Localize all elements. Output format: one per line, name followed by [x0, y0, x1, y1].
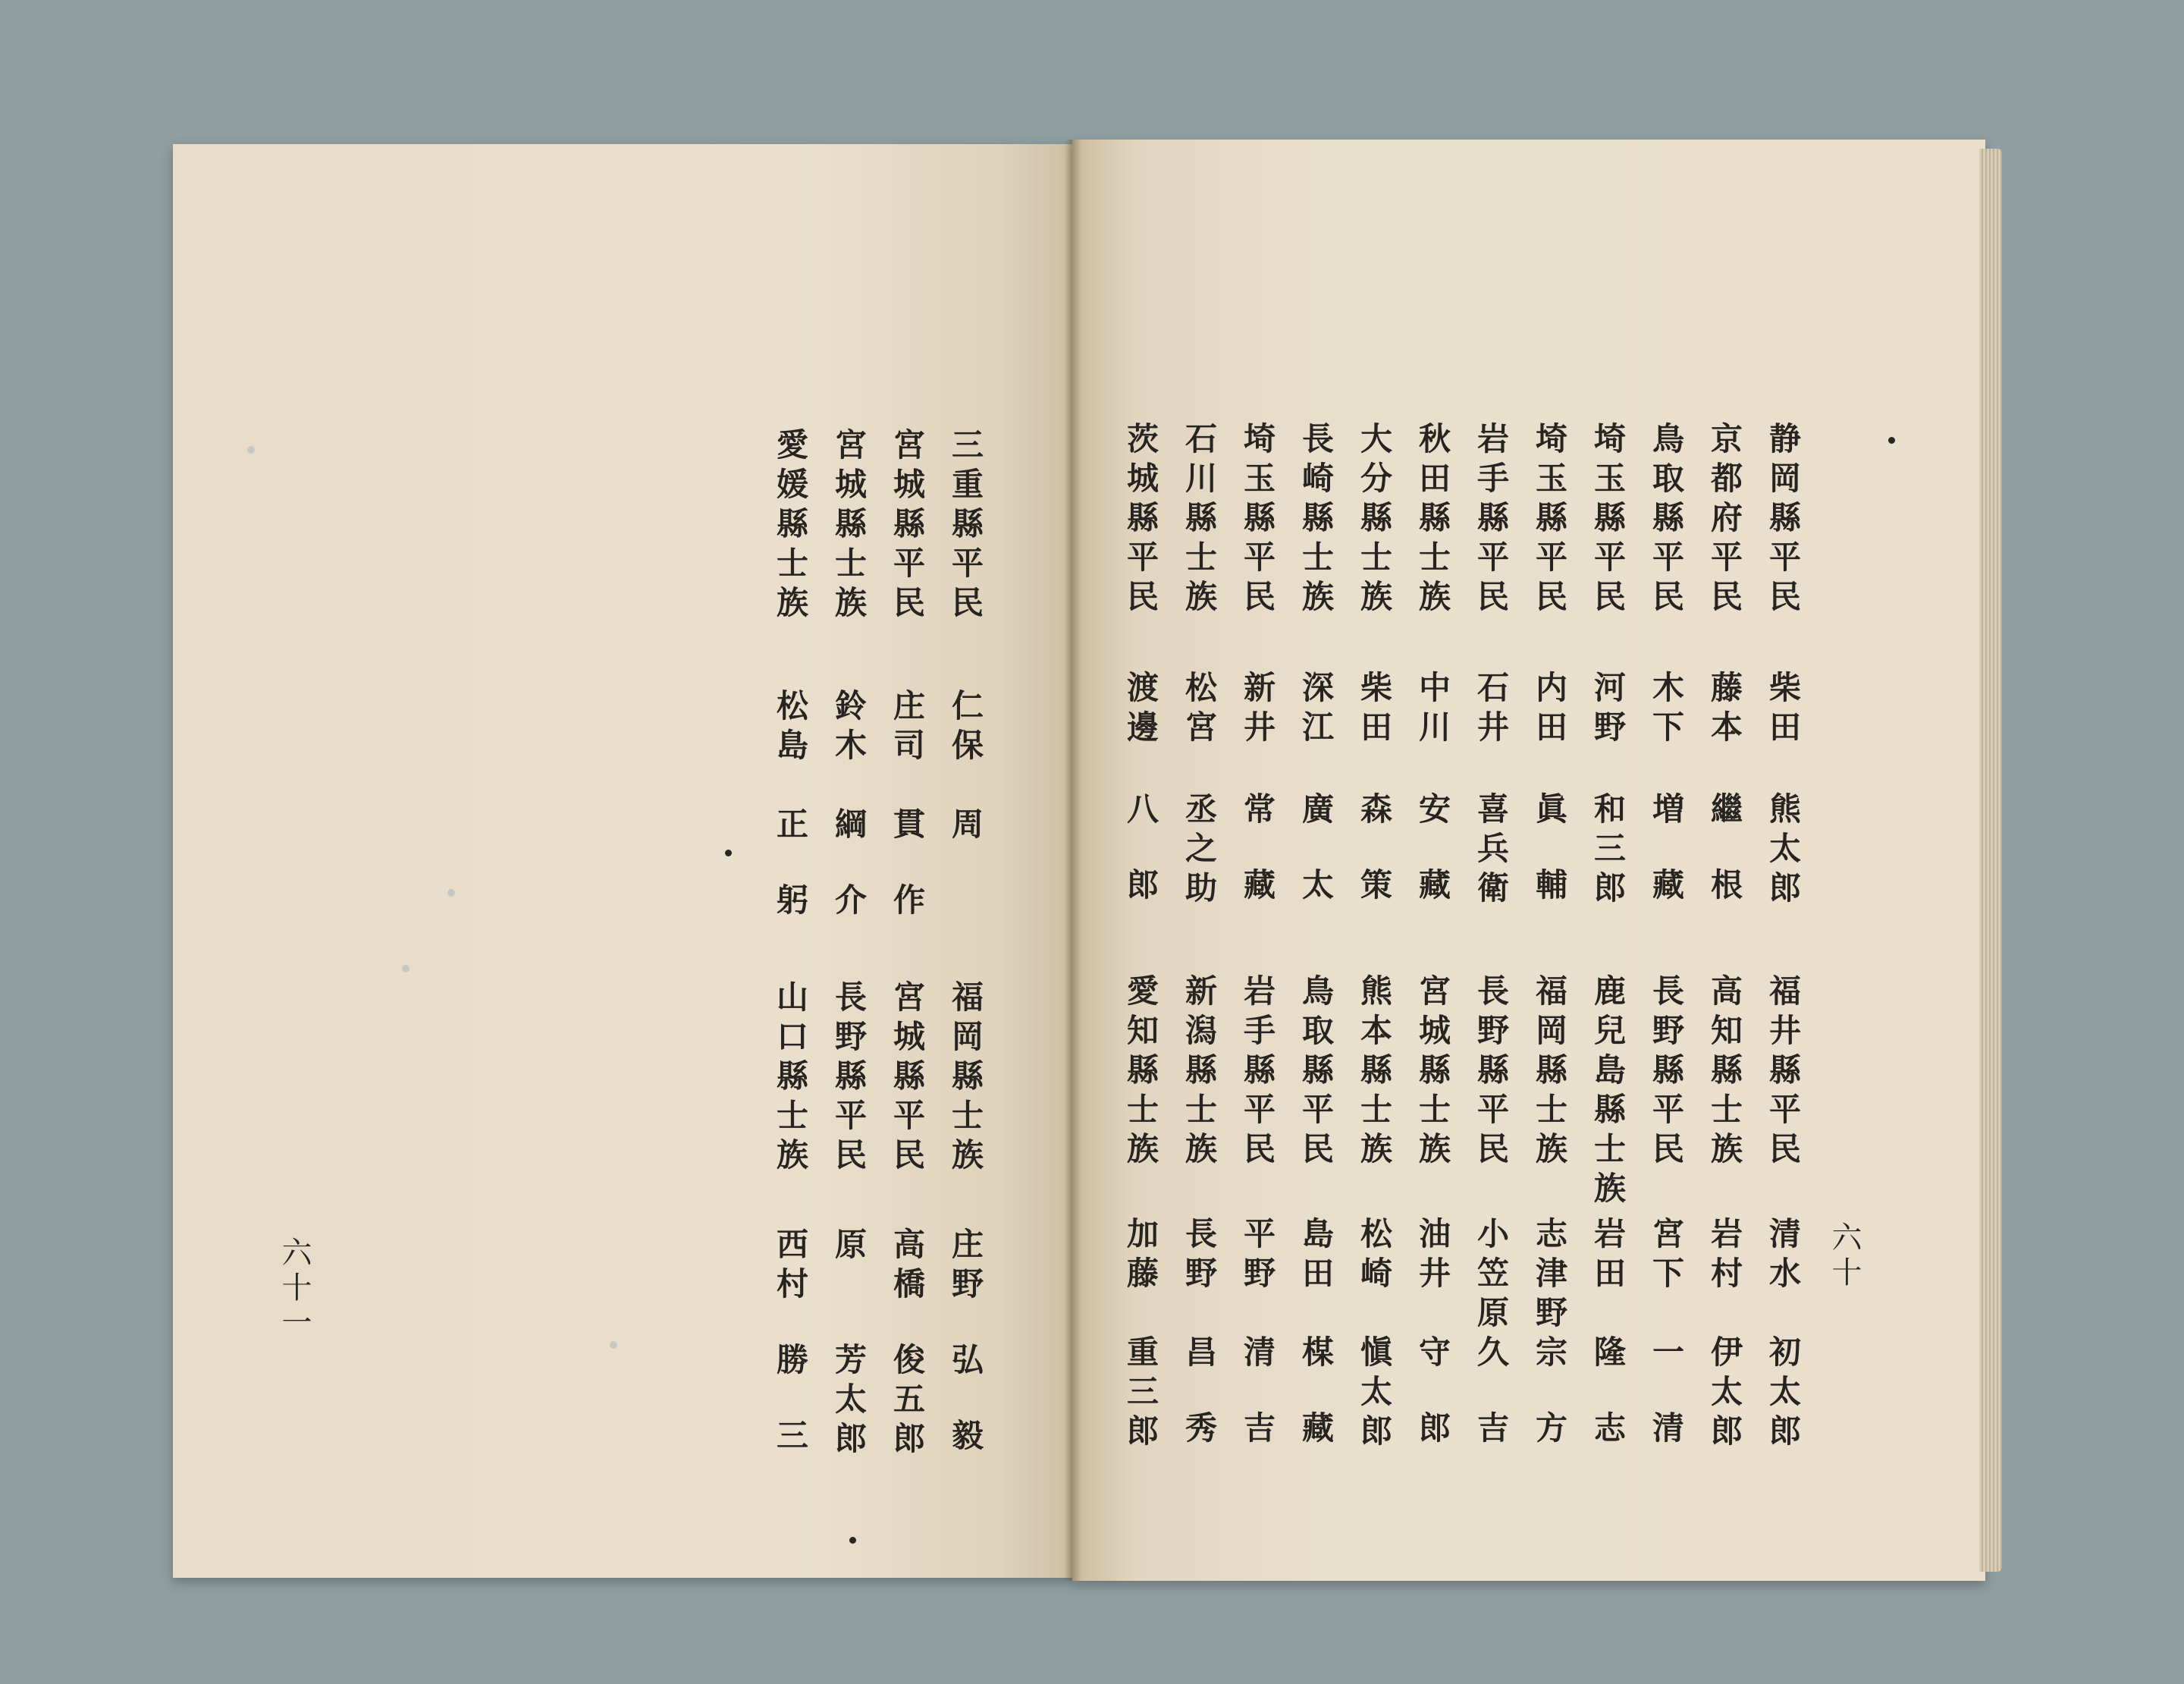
entry-surname: 平野 [1239, 1217, 1276, 1296]
entry-place: 京都府平民 [1706, 422, 1743, 619]
entry-surname: 原 [830, 1227, 868, 1267]
entry-surname: 高橋 [889, 1227, 926, 1306]
entry-given-name: 八郎 [1122, 792, 1159, 944]
entry-given-name: 宗方 [1531, 1335, 1568, 1487]
entry-given-name: 和三郎 [1589, 792, 1627, 910]
left-page-number: 六十一 [277, 1236, 312, 1341]
entry-given-name: 清吉 [1239, 1335, 1276, 1487]
entry-given-name: 森策 [1356, 792, 1393, 944]
entry-surname: 島田 [1298, 1217, 1335, 1296]
entry-surname: 松島 [772, 689, 809, 768]
entry-given-name: 楳藏 [1298, 1335, 1335, 1487]
entry-place: 三重縣平民 [947, 428, 984, 625]
entry-given-name: 繼根 [1706, 792, 1743, 944]
entry-place: 福岡縣士族 [1531, 974, 1568, 1171]
entry-place: 高知縣士族 [1706, 974, 1743, 1171]
entry-surname: 西村 [772, 1227, 809, 1306]
entry-given-name: 隆志 [1589, 1335, 1627, 1487]
entry-surname: 長野 [1181, 1217, 1218, 1296]
entry-given-name: 丞之助 [1181, 792, 1218, 910]
ink-speck [1888, 437, 1895, 444]
entry-given-name: 芳太郎 [830, 1343, 868, 1461]
entry-surname: 加藤 [1122, 1217, 1159, 1296]
entry-surname: 中川 [1414, 671, 1451, 749]
entry-place: 石川縣士族 [1181, 422, 1218, 619]
entry-place: 岩手縣平民 [1473, 422, 1510, 619]
entry-surname: 木下 [1648, 671, 1685, 749]
entry-place: 鳥取縣平民 [1648, 422, 1685, 619]
entry-surname: 新井 [1239, 671, 1276, 749]
entry-given-name: 正躬 [772, 807, 809, 959]
entry-place: 埼玉縣平民 [1239, 422, 1276, 619]
entry-surname: 松崎 [1356, 1217, 1393, 1296]
entry-given-name: 初太郎 [1765, 1335, 1802, 1453]
entry-place: 埼玉縣平民 [1531, 422, 1568, 619]
entry-given-name: 喜兵衛 [1473, 792, 1510, 910]
entry-given-name: 俊五郎 [889, 1343, 926, 1461]
entry-place: 埼玉縣平民 [1589, 422, 1627, 619]
entry-surname: 深江 [1298, 671, 1335, 749]
entry-surname: 松宮 [1181, 671, 1218, 749]
entry-surname: 小笠原 [1473, 1217, 1510, 1335]
entry-given-name: 伊太郎 [1706, 1335, 1743, 1453]
entry-place: 宮城縣士族 [1414, 974, 1451, 1171]
entry-place: 秋田縣士族 [1414, 422, 1451, 619]
page-edges [1979, 149, 2002, 1572]
entry-surname: 柴田 [1356, 671, 1393, 749]
entry-place: 鹿兒島縣士族 [1589, 974, 1627, 1211]
entry-surname: 藤本 [1706, 671, 1743, 749]
paper-hole [247, 446, 255, 454]
entry-given-name: 勝三 [772, 1343, 809, 1494]
entry-given-name: 眞輔 [1531, 792, 1568, 944]
entry-surname: 清水 [1765, 1217, 1802, 1296]
left-page [173, 144, 1072, 1578]
entry-surname: 庄野 [947, 1227, 984, 1306]
entry-surname: 油井 [1414, 1217, 1451, 1296]
ink-speck [725, 850, 732, 856]
entry-given-name: 昌秀 [1181, 1335, 1218, 1487]
entry-given-name: 一清 [1648, 1335, 1685, 1487]
entry-place: 宮城縣士族 [830, 428, 868, 625]
entry-place: 長野縣平民 [830, 980, 868, 1177]
entry-given-name: 弘毅 [947, 1343, 984, 1494]
entry-given-name: 熊太郎 [1765, 792, 1802, 910]
entry-surname: 河野 [1589, 671, 1627, 749]
right-page-number: 六十 [1827, 1221, 1862, 1291]
entry-place: 茨城縣平民 [1122, 422, 1159, 619]
entry-given-name: 増藏 [1648, 792, 1685, 944]
entry-place: 宮城縣平民 [889, 980, 926, 1177]
entry-given-name: 重三郎 [1122, 1335, 1159, 1453]
entry-given-name: 愼太郎 [1356, 1335, 1393, 1453]
entry-place: 岩手縣平民 [1239, 974, 1276, 1171]
entry-given-name: 安藏 [1414, 792, 1451, 944]
entry-given-name: 貫作 [889, 807, 926, 959]
entry-place: 宮城縣平民 [889, 428, 926, 625]
entry-given-name: 綱介 [830, 807, 868, 959]
paper-hole [402, 965, 410, 972]
paper-hole [447, 889, 455, 897]
entry-place: 山口縣士族 [772, 980, 809, 1177]
entry-place: 長崎縣士族 [1298, 422, 1335, 619]
entry-given-name: 廣太 [1298, 792, 1335, 944]
entry-surname: 渡邊 [1122, 671, 1159, 749]
entry-place: 愛知縣士族 [1122, 974, 1159, 1171]
entry-surname: 内田 [1531, 671, 1568, 749]
entry-place: 熊本縣士族 [1356, 974, 1393, 1171]
entry-surname: 鈴木 [830, 689, 868, 768]
entry-given-name: 久吉 [1473, 1335, 1510, 1487]
entry-place: 大分縣士族 [1356, 422, 1393, 619]
entry-surname: 岩村 [1706, 1217, 1743, 1296]
entry-surname: 仁保 [947, 689, 984, 768]
entry-place: 長野縣平民 [1648, 974, 1685, 1171]
entry-place: 静岡縣平民 [1765, 422, 1802, 619]
entry-surname: 宮下 [1648, 1217, 1685, 1296]
entry-place: 福井縣平民 [1765, 974, 1802, 1171]
entry-given-name: 守郎 [1414, 1335, 1451, 1487]
entry-surname: 柴田 [1765, 671, 1802, 749]
entry-surname: 岩田 [1589, 1217, 1627, 1296]
book-gutter [1065, 140, 1081, 1581]
entry-place: 長野縣平民 [1473, 974, 1510, 1171]
entry-place: 愛媛縣士族 [772, 428, 809, 625]
entry-given-name: 常藏 [1239, 792, 1276, 944]
entry-place: 福岡縣士族 [947, 980, 984, 1177]
entry-given-name: 周 [947, 807, 984, 883]
paper-hole [610, 1341, 617, 1349]
entry-surname: 石井 [1473, 671, 1510, 749]
ink-speck [849, 1537, 856, 1544]
entry-surname: 志津野 [1531, 1217, 1568, 1335]
entry-place: 鳥取縣平民 [1298, 974, 1335, 1171]
entry-surname: 庄司 [889, 689, 926, 768]
entry-place: 新潟縣士族 [1181, 974, 1218, 1171]
